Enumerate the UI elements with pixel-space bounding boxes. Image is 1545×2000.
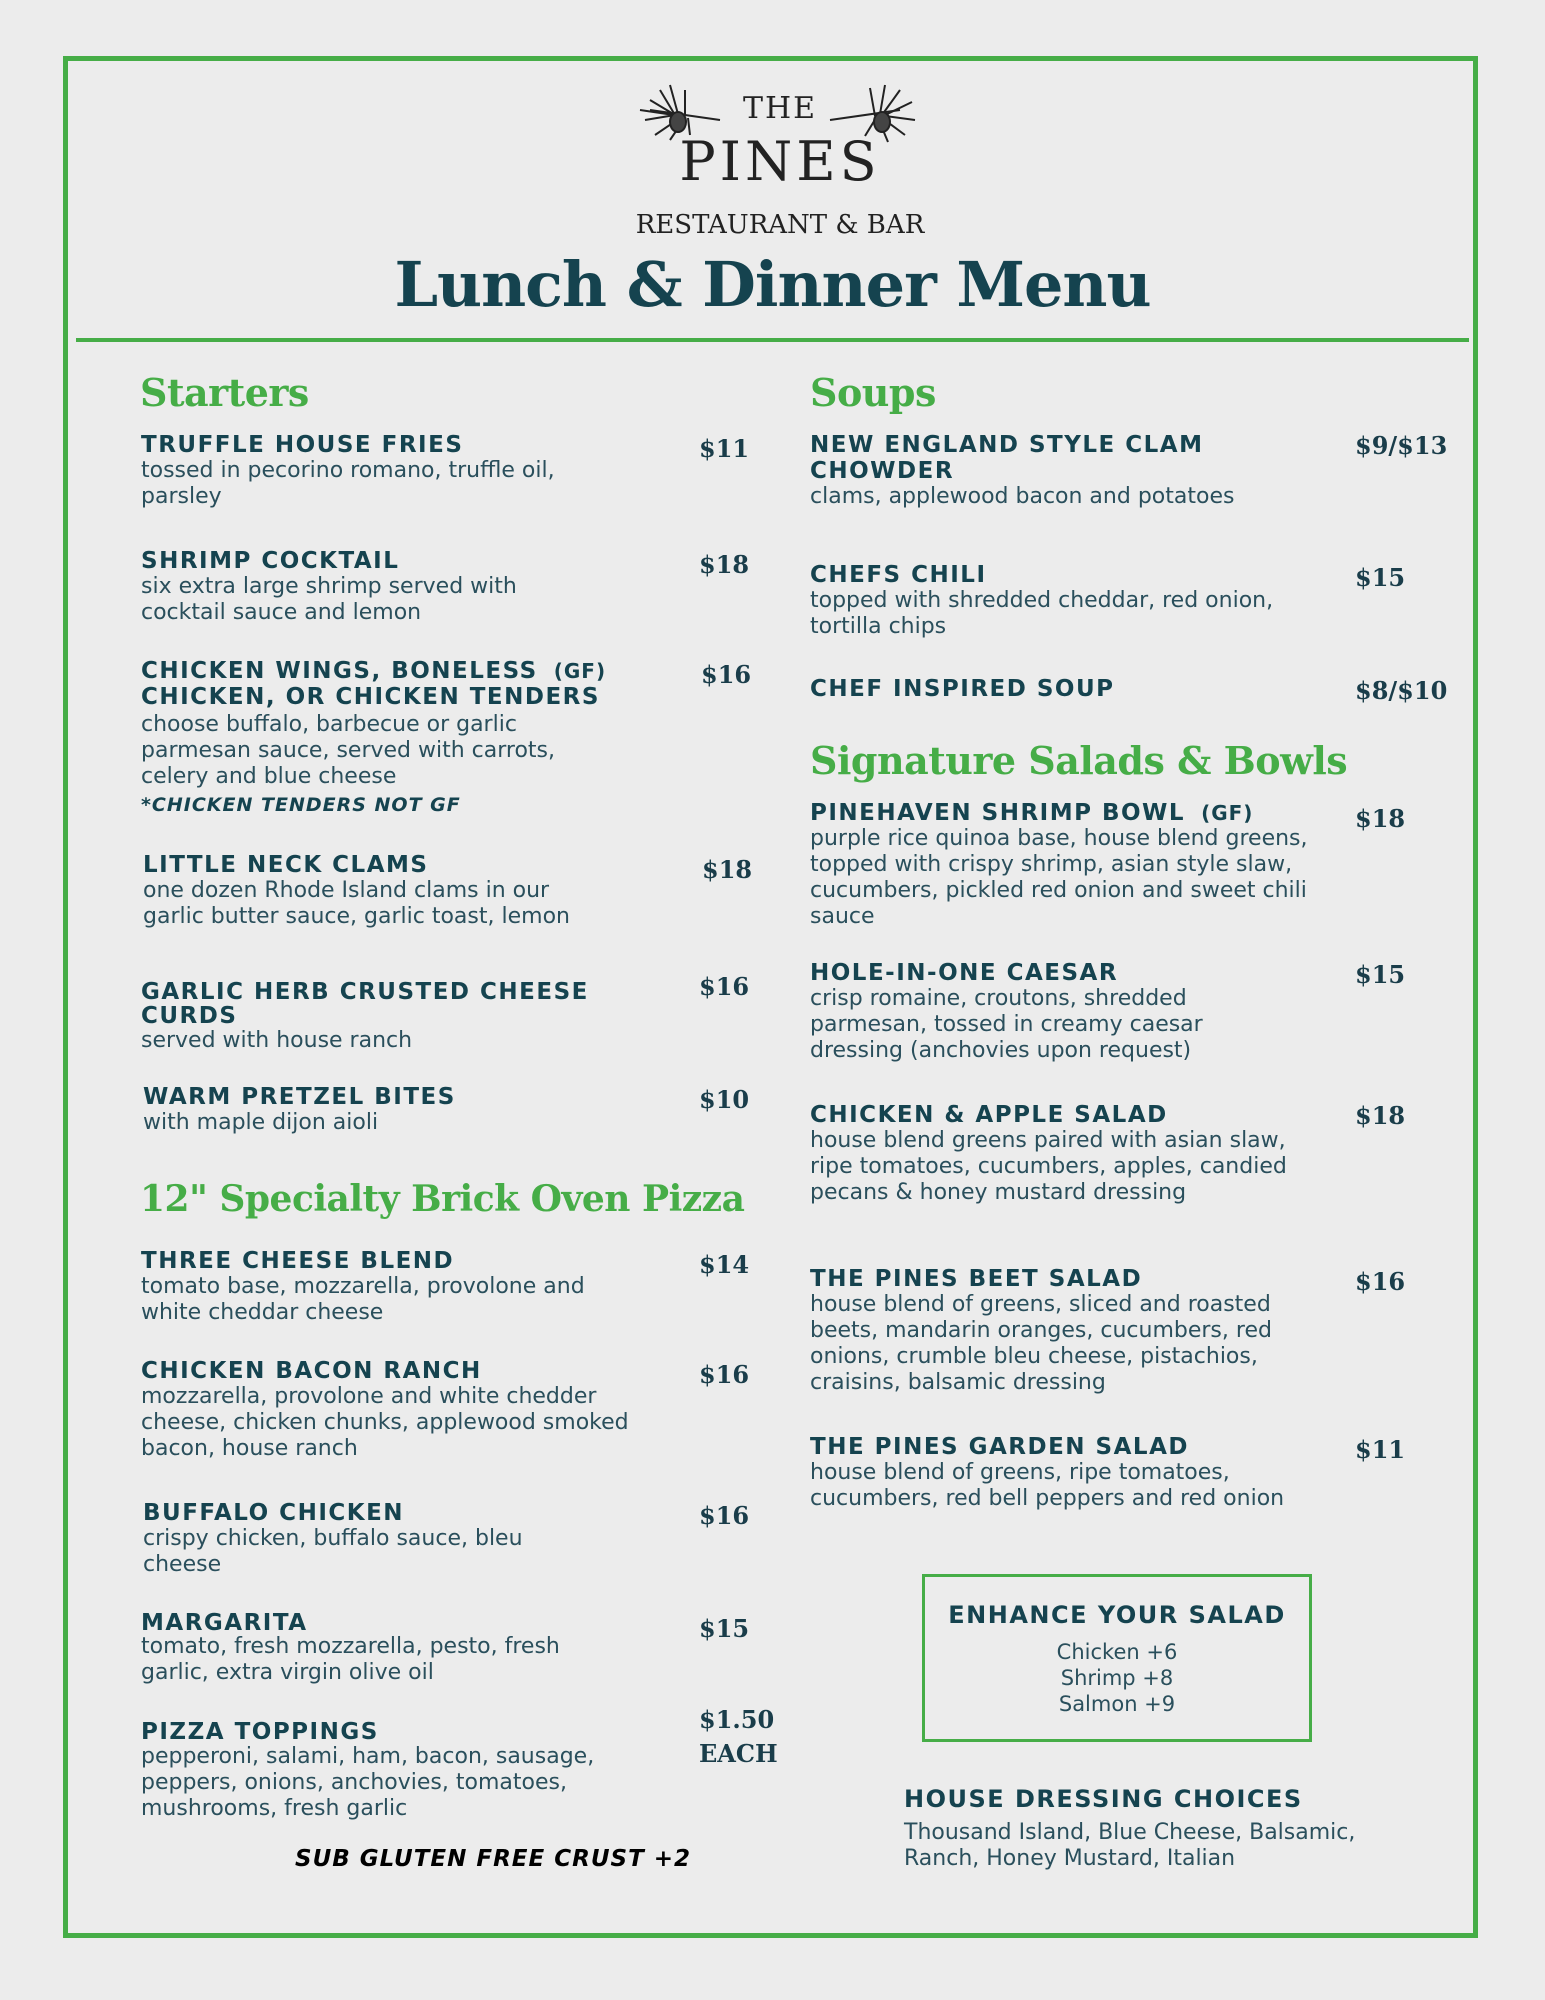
salads-heading: Signature Salads & Bowls bbox=[810, 738, 1348, 783]
menu-item-chicken-bacon-ranch: CHICKEN BACON RANCH mozzarella, provolone and white chedder cheese, chicken chunks, applewood smoked bacon, house ranch bbox=[141, 1358, 629, 1461]
enhance-salad-box: ENHANCE YOUR SALAD Chicken +6 Shrimp +8 Salmon +9 bbox=[922, 1574, 1312, 1742]
menu-item-shrimp-cocktail: SHRIMP COCKTAIL six extra large shrimp served with cocktail sauce and lemon bbox=[141, 548, 517, 625]
menu-item-buffalo-chicken: BUFFALO CHICKEN crispy chicken, buffalo sauce, bleu cheese bbox=[143, 1500, 523, 1577]
enhance-option: Shrimp +8 bbox=[1060, 1666, 1174, 1690]
enhance-option: Chicken +6 bbox=[1056, 1640, 1178, 1664]
pines-logo bbox=[630, 70, 930, 250]
price-shrimp-bowl: $18 bbox=[1355, 804, 1406, 833]
price-pizza-toppings: $1.50 EACH bbox=[699, 1705, 778, 1768]
menu-item-little-neck-clams: LITTLE NECK CLAMS one dozen Rhode Island clams in our garlic butter sauce, garlic toast, lemon bbox=[143, 852, 570, 929]
menu-item-three-cheese: THREE CHEESE BLEND tomato base, mozzarella, provolone and white cheddar cheese bbox=[141, 1248, 585, 1325]
starters-heading: Starters bbox=[140, 370, 309, 415]
menu-item-beet-salad: THE PINES BEET SALAD house blend of greens, sliced and roasted beets, mandarin oranges, cucumbers, red onions, crumble bleu cheese, pistachios, craisins, balsamic dressing bbox=[810, 1266, 1272, 1395]
logo-restaurant-bar: RESTAURANT & BAR bbox=[635, 210, 925, 240]
price-little-neck-clams: $18 bbox=[702, 855, 753, 884]
menu-item-pretzel-bites: WARM PRETZEL BITES with maple dijon aioli bbox=[143, 1084, 456, 1135]
price-cheese-curds: $16 bbox=[699, 972, 750, 1001]
menu-item-clam-chowder: NEW ENGLAND STYLE CLAM CHOWDER clams, applewood bacon and potatoes bbox=[810, 432, 1235, 509]
price-caesar: $15 bbox=[1355, 960, 1406, 989]
price-buffalo-chicken: $16 bbox=[699, 1501, 750, 1530]
logo-the: THE bbox=[742, 91, 818, 126]
menu-item-chef-inspired-soup: CHEF INSPIRED SOUP bbox=[810, 676, 1115, 702]
gluten-free-crust-note: SUB GLUTEN FREE CRUST +2 bbox=[295, 1846, 692, 1872]
price-beet-salad: $16 bbox=[1355, 1267, 1406, 1296]
menu-item-shrimp-bowl: PINEHAVEN SHRIMP BOWL (GF) purple rice quinoa base, house blend greens, topped with crispy shrimp, asian style slaw, cucumbers, pickled red onion and sweet chili sauce bbox=[810, 800, 1308, 929]
pizza-heading: 12" Specialty Brick Oven Pizza bbox=[140, 1178, 745, 1220]
price-chefs-chili: $15 bbox=[1355, 563, 1406, 592]
menu-item-chicken-wings: CHICKEN WINGS, BONELESS (GF) CHICKEN, OR CHICKEN TENDERS choose buffalo, barbecue or garlic parmesan sauce, served with carrots, celery and blue cheese *CHICKEN TENDERS NOT GF bbox=[141, 658, 607, 816]
price-truffle-fries: $11 bbox=[699, 434, 750, 463]
soups-heading: Soups bbox=[810, 370, 936, 415]
gf-badge: (GF) bbox=[553, 659, 607, 683]
price-clam-chowder: $9/$13 bbox=[1355, 431, 1448, 460]
price-chicken-wings: $16 bbox=[701, 660, 752, 689]
price-three-cheese: $14 bbox=[699, 1250, 750, 1279]
house-dressing-choices: HOUSE DRESSING CHOICES Thousand Island, Blue Cheese, Balsamic, Ranch, Honey Mustard, Italian bbox=[904, 1785, 1356, 1871]
menu-item-garden-salad: THE PINES GARDEN SALAD house blend of greens, ripe tomatoes, cucumbers, red bell peppers and red onion bbox=[810, 1434, 1285, 1511]
menu-item-margarita: MARGARITA tomato, fresh mozzarella, pesto, fresh garlic, extra virgin olive oil bbox=[141, 1610, 560, 1685]
price-chicken-bacon-ranch: $16 bbox=[699, 1360, 750, 1389]
price-pretzel-bites: $10 bbox=[699, 1085, 750, 1114]
price-garden-salad: $11 bbox=[1355, 1435, 1406, 1464]
menu-item-caesar: HOLE-IN-ONE CAESAR crisp romaine, croutons, shredded parmesan, tossed in creamy caesar dressing (anchovies upon request) bbox=[810, 960, 1203, 1063]
menu-item-chicken-apple-salad: CHICKEN & APPLE SALAD house blend greens paired with asian slaw, ripe tomatoes, cucumbers, apples, candied pecans & honey mustard dressing bbox=[810, 1102, 1287, 1205]
logo-pines: PINES bbox=[679, 130, 881, 193]
menu-item-truffle-fries: TRUFFLE HOUSE FRIES tossed in pecorino romano, truffle oil, parsley bbox=[141, 432, 555, 509]
gf-badge: (GF) bbox=[1201, 801, 1254, 825]
page-title: Lunch & Dinner Menu bbox=[394, 248, 1151, 321]
menu-item-chefs-chili: CHEFS CHILI topped with shredded cheddar, red onion, tortilla chips bbox=[810, 562, 1274, 639]
price-chef-inspired-soup: $8/$10 bbox=[1355, 676, 1448, 705]
price-margarita: $15 bbox=[699, 1614, 750, 1643]
menu-item-pizza-toppings: PIZZA TOPPINGS pepperoni, salami, ham, bacon, sausage, peppers, onions, anchovies, tomatoes, mushrooms, fresh garlic bbox=[141, 1719, 595, 1821]
price-shrimp-cocktail: $18 bbox=[699, 550, 750, 579]
enhance-option: Salmon +9 bbox=[1058, 1692, 1176, 1716]
title-divider bbox=[76, 338, 1469, 342]
menu-item-cheese-curds: GARLIC HERB CRUSTED CHEESE CURDS served with house ranch bbox=[141, 979, 589, 1053]
price-chicken-apple-salad: $18 bbox=[1355, 1101, 1406, 1130]
